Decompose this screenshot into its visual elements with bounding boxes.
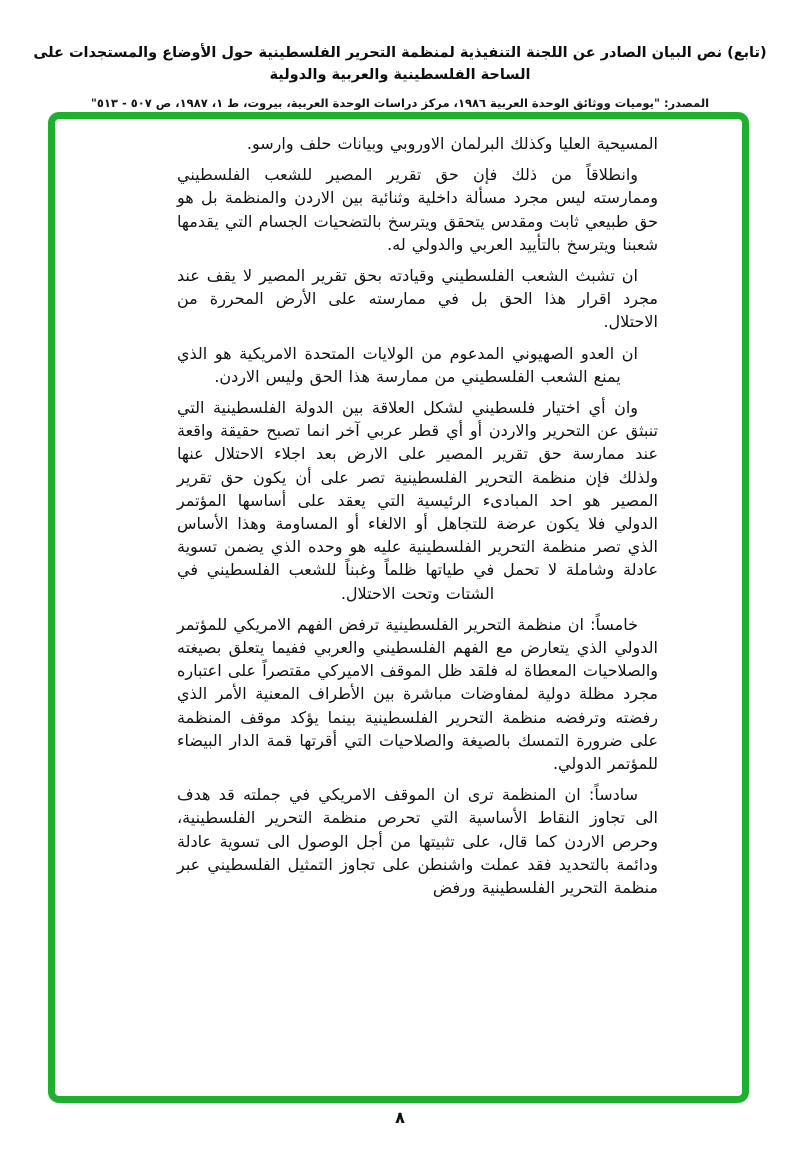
paragraph-fifth-point: خامساً: ان منظمة التحرير الفلسطينية ترفض الفهم الامريكي للمؤتمر الدولي الذي يتعارض مع الفهم الفلسطيني والعربي ففيما يتعلق بصيغته والصلاحيات المعطاة له فلقد ظل الموقف الاميركي مقتصراً على اعتباره مجرد مظلة دولية لمفاوضات مباشرة بين الأطراف المعنية الأمر الذي رفضته وترفضه منظمة التحرير الفلسطينية بينما يؤكد موقف المنظمة على ضرورة التمسك بالصيغة والصلاحيات التي أقرتها قمة الدار البيضاء للمؤتمر الدولي.: [177, 614, 658, 774]
paragraph-palestinian-choice: وان أي اختيار فلسطيني لشكل العلاقة بين الدولة الفلسطينية التي تنبثق عن التحرير والاردن أو أي قطر عربي آخر انما تصبح حقيقة واقعة عند ممارسة حق تقرير المصير على الارض بعد اجلاء الاحتلال عنها ولذلك فإن منظمة التحرير الفلسطينية تصر على أن يكون حق تقرير المصير هو احد المبادىء الرئيسية التي يعقد على أساسها المؤتمر الدولي فلا يكون عرضة للتجاهل أو الالغاء أو المساومة وهذا الأساس الذي تصر منظمة التحرير الفلسطينية عليه هو وحده الذي يضمن تسوية عادلة وشاملة لا تحمل في طياتها ظلماً وغبناً للشعب الفلسطيني في الشتات وتحت الاحتلال.: [177, 398, 658, 603]
document-title: (تابع) نص البيان الصادر عن اللجنة التنفيذية لمنظمة التحرير الفلسطينية حول الأوضاع والمستجدات على الساحة الفلسطينية والعربية والدولية: [33, 45, 767, 83]
paragraph-self-determination: وانطلاقاً من ذلك فإن حق تقرير المصير للشعب الفلسطيني وممارسته ليس مجرد مسألة داخلية وثنائية بين الاردن والمنظمة بل هو حق طبيعي ثابت ومقدس يتحقق ويترسخ بالتضحيات الجسام التي يقدمها شعبنا ويترسخ بالتأييد العربي والدولي له.: [177, 165, 658, 254]
body-text-column: [55, 119, 742, 1096]
source-citation: المصدر: "يوميات ووثائق الوحدة العربية ١٩٨٦، مركز دراسات الوحدة العربية، بيروت، ط ١، ١٩٨٧، ص ٥٠٧ - ٥١٣": [90, 96, 710, 110]
paragraph-continuation: المسيحية العليا وكذلك البرلمان الاوروبي وبيانات حلف وارسو.: [246, 134, 658, 153]
highlight-frame: [48, 112, 749, 1103]
paragraph-zionist-enemy: ان العدو الصهيوني المدعوم من الولايات المتحدة الامريكية هو الذي يمنع الشعب الفلسطيني من ممارسة هذا الحق وليس الاردن.: [177, 343, 638, 386]
page-number: ٨: [395, 1108, 405, 1127]
paragraph-people-leadership: ان تشبث الشعب الفلسطيني وقيادته بحق تقرير المصير لا يقف عند مجرد اقرار هذا الحق بل في ممارسته على الأرض المحررة من الاحتلال.: [177, 266, 658, 332]
paragraph-sixth-point: سادساً: ان المنظمة ترى ان الموقف الامريكي في جملته قد هدف الى تجاوز النقاط الأساسية التي تحرص منظمة التحرير الفلسطينية، وحرص الاردن كما قال، على تثبيتها من أجل الوصول الى تسوية عادلة ودائمة بالتحديد فقد عملت واشنطن على تجاوز التمثيل الفلسطيني عبر منظمة التحرير الفلسطينية ورفض: [177, 785, 658, 898]
document-header: [0, 42, 800, 110]
